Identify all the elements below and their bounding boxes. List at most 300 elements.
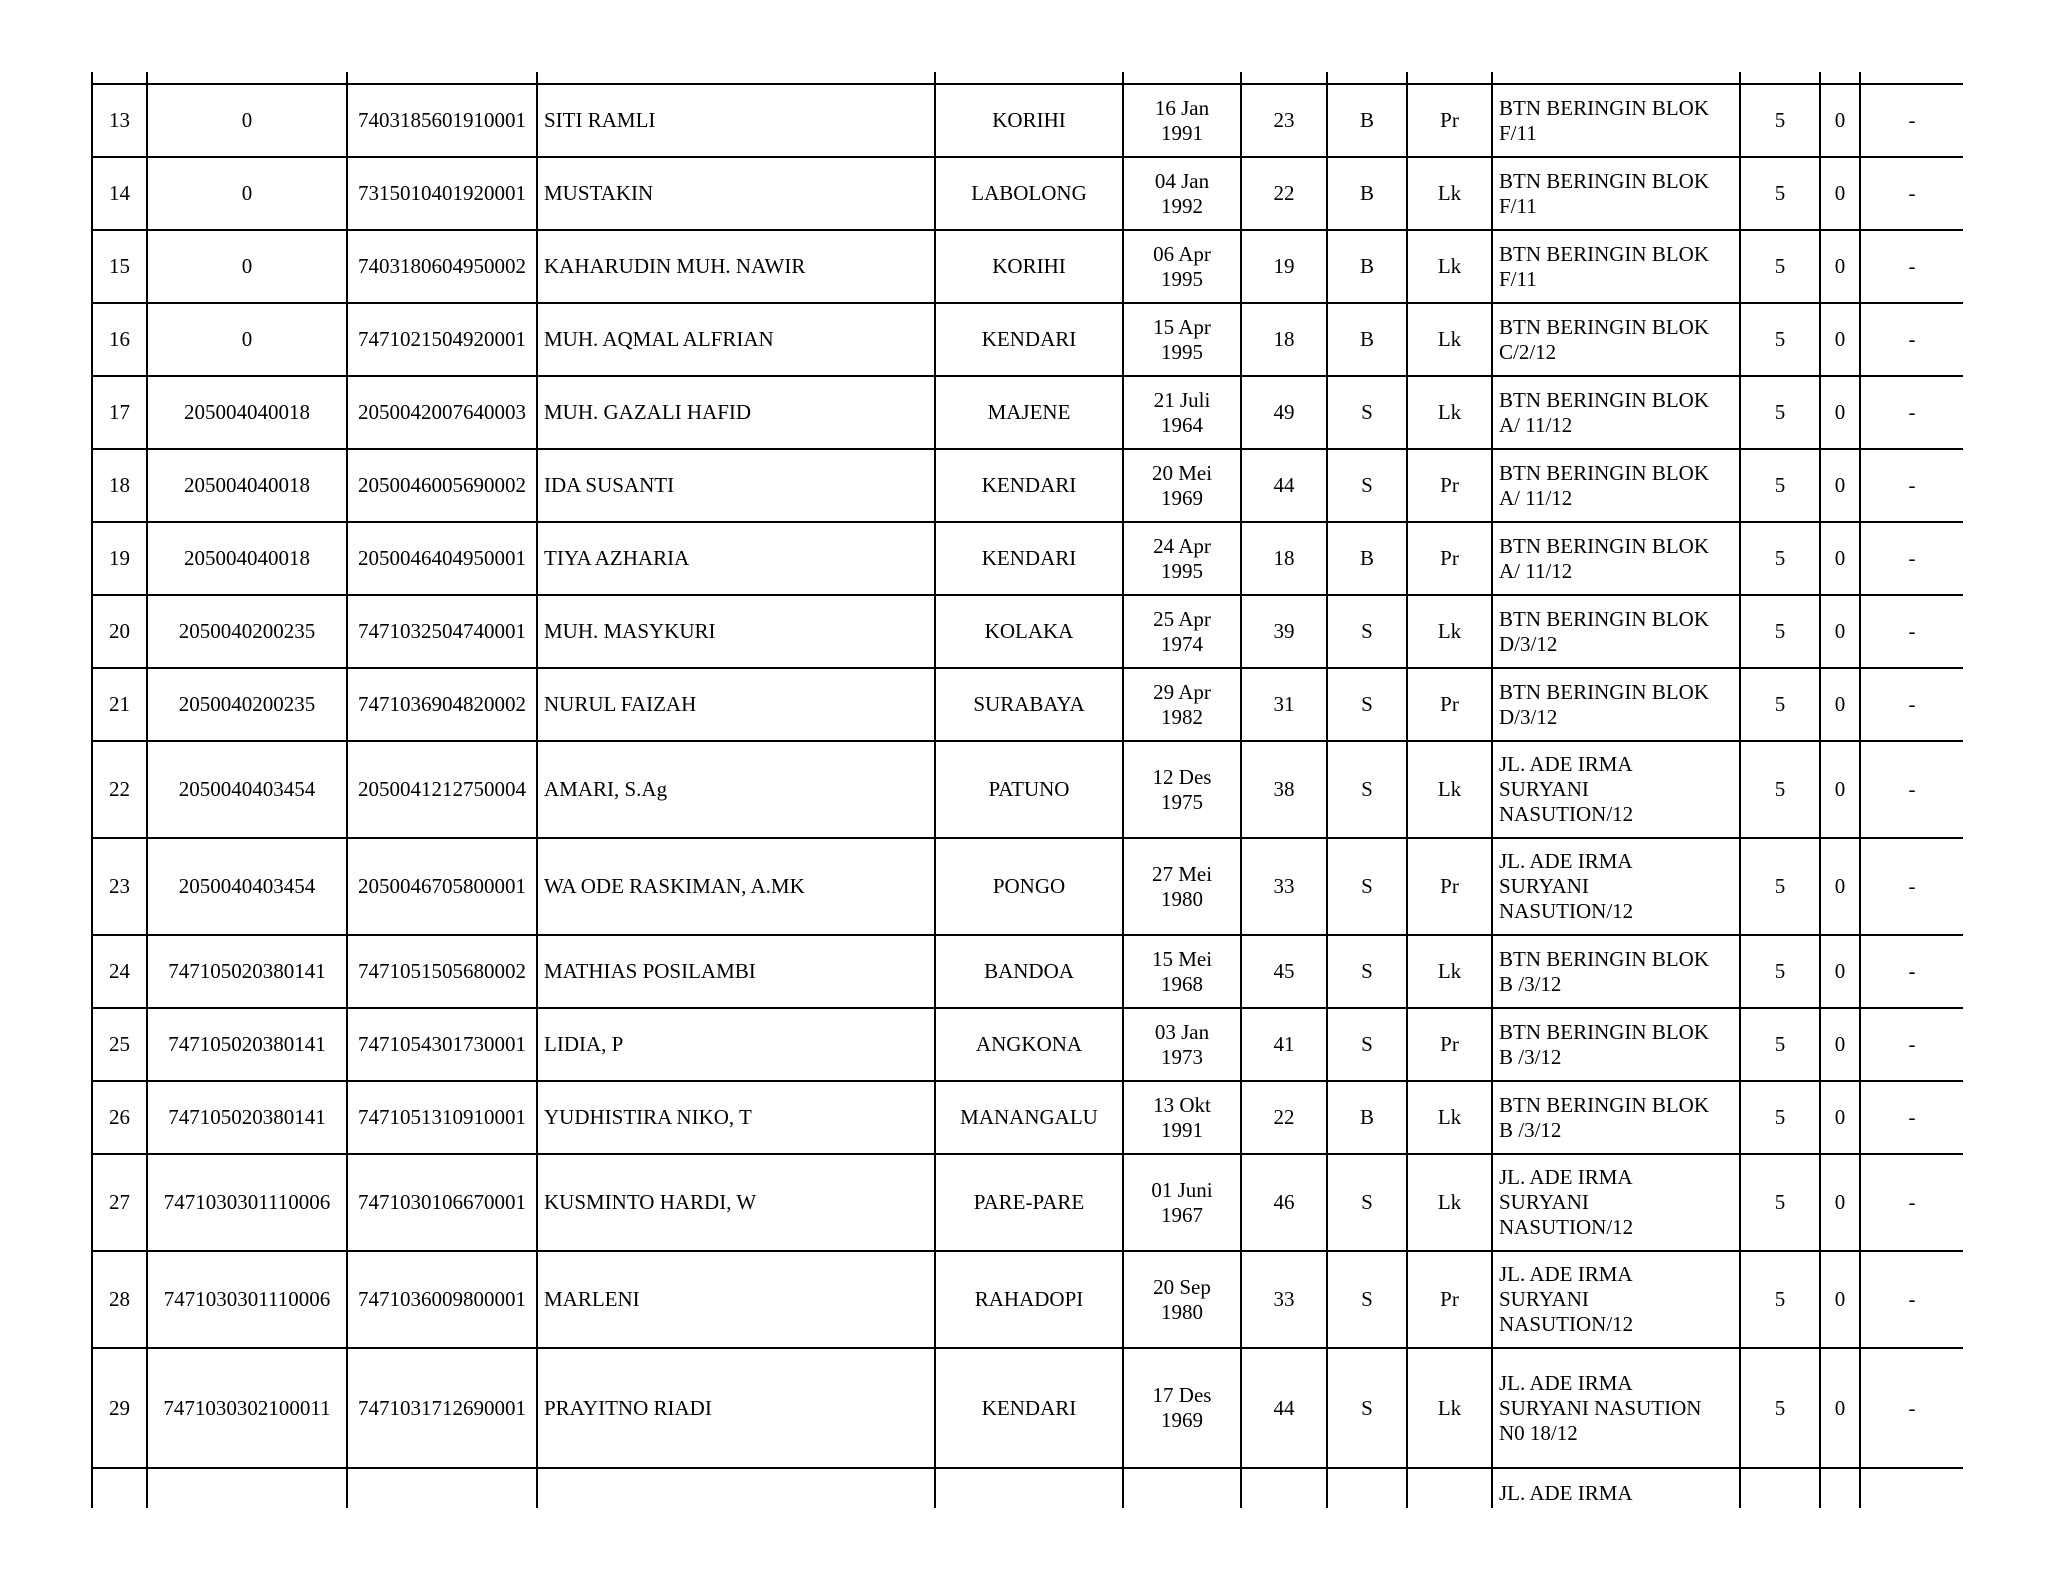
family-card-number-cell: 205004040018 — [147, 522, 347, 595]
empty-cell — [1123, 1468, 1241, 1508]
address-line: A/ 11/12 — [1499, 412, 1573, 437]
address-line: BTN BERINGIN BLOK — [1499, 1092, 1709, 1117]
birthdate-year: 1991 — [1161, 1117, 1203, 1142]
birthdate-day-month: 03 Jan — [1154, 1019, 1210, 1044]
birthdate-day-month: 15 Mei — [1151, 946, 1213, 971]
name-cell: KUSMINTO HARDI, W — [537, 1154, 935, 1251]
marital-status-cell: S — [1327, 376, 1407, 449]
address-line: B /3/12 — [1499, 971, 1562, 996]
remarks-cell: - — [1860, 668, 1963, 741]
birthdate-day-month: 16 Jan — [1154, 95, 1210, 120]
column-value-a-cell: 5 — [1740, 1154, 1820, 1251]
address-line: BTN BERINGIN BLOK — [1499, 1019, 1709, 1044]
birthdate-cell — [1123, 522, 1241, 595]
column-value-a-cell: 5 — [1740, 449, 1820, 522]
table-row — [92, 157, 1963, 230]
birthdate-cell — [1123, 668, 1241, 741]
age-cell: 18 — [1241, 303, 1327, 376]
table-row — [92, 1348, 1963, 1468]
nik-cell: 7403180604950002 — [347, 230, 537, 303]
empty-cell — [1407, 1468, 1492, 1508]
address-line: JL. ADE IRMA — [1499, 1262, 1633, 1286]
birthdate-year: 1995 — [1161, 339, 1203, 364]
column-value-b-cell: 0 — [1820, 741, 1860, 838]
birthdate-year: 1974 — [1161, 631, 1203, 656]
age-cell: 22 — [1241, 157, 1327, 230]
column-value-b-cell: 0 — [1820, 84, 1860, 157]
birthplace-cell: MAJENE — [935, 376, 1123, 449]
birthplace-cell: KORIHI — [935, 230, 1123, 303]
table-row — [92, 522, 1963, 595]
address-line: BTN BERINGIN BLOK — [1499, 168, 1709, 193]
birthdate-day-month: 17 Des — [1152, 1383, 1212, 1407]
row-number-cell: 28 — [92, 1251, 147, 1348]
marital-status-cell: B — [1327, 303, 1407, 376]
family-card-number-cell: 7471030302100011 — [147, 1348, 347, 1468]
empty-cell — [1820, 1468, 1860, 1508]
column-value-b-cell: 0 — [1820, 668, 1860, 741]
birthdate-year: 1992 — [1161, 193, 1203, 218]
birthdate-cell — [1123, 838, 1241, 935]
family-card-number-cell: 0 — [147, 303, 347, 376]
birthdate-year: 1969 — [1161, 1408, 1203, 1432]
birthplace-cell: KORIHI — [935, 84, 1123, 157]
address-cell — [1492, 157, 1740, 230]
column-value-b-cell: 0 — [1820, 230, 1860, 303]
family-card-number-cell: 7471030301110006 — [147, 1154, 347, 1251]
resident-register-table — [91, 72, 1963, 1508]
table-row — [92, 303, 1963, 376]
row-number-cell: 17 — [92, 376, 147, 449]
name-cell: WA ODE RASKIMAN, A.MK — [537, 838, 935, 935]
nik-cell: 2050046705800001 — [347, 838, 537, 935]
birthdate-day-month: 25 Apr — [1153, 606, 1211, 631]
nik-cell: 7403185601910001 — [347, 84, 537, 157]
column-value-a-cell: 5 — [1740, 522, 1820, 595]
column-value-b-cell: 0 — [1820, 303, 1860, 376]
age-cell: 33 — [1241, 1251, 1327, 1348]
remarks-cell: - — [1860, 838, 1963, 935]
remarks-cell: - — [1860, 1008, 1963, 1081]
marital-status-cell: B — [1327, 157, 1407, 230]
name-cell: KAHARUDIN MUH. NAWIR — [537, 230, 935, 303]
gender-cell: Pr — [1407, 522, 1492, 595]
address-cell — [1492, 522, 1740, 595]
marital-status-cell: S — [1327, 935, 1407, 1008]
birthdate-day-month: 01 Juni — [1151, 1177, 1213, 1202]
column-value-b-cell: 0 — [1820, 1081, 1860, 1154]
nik-cell: 7471032504740001 — [347, 595, 537, 668]
row-number-cell: 15 — [92, 230, 147, 303]
gender-cell: Lk — [1407, 376, 1492, 449]
birthplace-cell: PONGO — [935, 838, 1123, 935]
row-number-cell: 13 — [92, 84, 147, 157]
address-line: JL. ADE IRMA — [1499, 1370, 1633, 1395]
table-row — [92, 376, 1963, 449]
continued-header-stub — [92, 72, 1963, 84]
row-number-cell: 20 — [92, 595, 147, 668]
family-card-number-cell: 747105020380141 — [147, 1081, 347, 1154]
address-cell — [1492, 1348, 1740, 1468]
address-line: JL. ADE IRMA — [1499, 1481, 1633, 1505]
remarks-cell: - — [1860, 1251, 1963, 1348]
birthdate-year: 1964 — [1161, 412, 1203, 437]
address-cell — [1492, 1251, 1740, 1348]
empty-cell — [537, 1468, 935, 1508]
address-cell — [1492, 230, 1740, 303]
name-cell: MUH. AQMAL ALFRIAN — [537, 303, 935, 376]
table-row — [92, 230, 1963, 303]
birthdate-day-month: 27 Mei — [1151, 861, 1213, 886]
name-cell: IDA SUSANTI — [537, 449, 935, 522]
family-card-number-cell: 0 — [147, 157, 347, 230]
address-line: A/ 11/12 — [1499, 558, 1573, 583]
empty-cell — [1327, 1468, 1407, 1508]
column-value-a-cell: 5 — [1740, 1251, 1820, 1348]
table-row — [92, 84, 1963, 157]
column-value-b-cell: 0 — [1820, 838, 1860, 935]
age-cell: 46 — [1241, 1154, 1327, 1251]
birthplace-cell: PATUNO — [935, 741, 1123, 838]
empty-cell — [935, 1468, 1123, 1508]
birthdate-year: 1973 — [1161, 1044, 1203, 1069]
birthplace-cell: KOLAKA — [935, 595, 1123, 668]
age-cell: 49 — [1241, 376, 1327, 449]
table-body — [92, 72, 1963, 1508]
address-line: BTN BERINGIN BLOK — [1499, 387, 1709, 412]
row-number-cell: 24 — [92, 935, 147, 1008]
address-line: F/11 — [1499, 120, 1537, 145]
column-value-b-cell: 0 — [1820, 376, 1860, 449]
birthdate-day-month: 12 Des — [1152, 764, 1212, 789]
name-cell: MATHIAS POSILAMBI — [537, 935, 935, 1008]
birthplace-cell: KENDARI — [935, 449, 1123, 522]
family-card-number-cell: 747105020380141 — [147, 1008, 347, 1081]
age-cell: 22 — [1241, 1081, 1327, 1154]
family-card-number-cell: 205004040018 — [147, 449, 347, 522]
remarks-cell: - — [1860, 1348, 1963, 1468]
address-cell — [1492, 84, 1740, 157]
remarks-cell: - — [1860, 522, 1963, 595]
row-number-cell: 25 — [92, 1008, 147, 1081]
empty-cell — [347, 1468, 537, 1508]
family-card-number-cell: 2050040403454 — [147, 741, 347, 838]
remarks-cell: - — [1860, 741, 1963, 838]
remarks-cell: - — [1860, 303, 1963, 376]
address-line: B /3/12 — [1499, 1044, 1562, 1069]
table-row — [92, 1081, 1963, 1154]
address-line: SURYANI NASUTION — [1499, 1395, 1702, 1420]
column-value-a-cell: 5 — [1740, 230, 1820, 303]
birthdate-cell — [1123, 230, 1241, 303]
table-row — [92, 1251, 1963, 1348]
birthdate-cell — [1123, 1348, 1241, 1468]
table-row — [92, 595, 1963, 668]
birthdate-year: 1980 — [1161, 886, 1203, 911]
birthdate-cell — [1123, 303, 1241, 376]
partial-table-row — [92, 1468, 1963, 1508]
remarks-cell: - — [1860, 157, 1963, 230]
birthdate-year: 1969 — [1161, 485, 1203, 510]
address-line: F/11 — [1499, 266, 1537, 291]
birthdate-day-month: 06 Apr — [1153, 241, 1211, 266]
birthdate-cell — [1123, 84, 1241, 157]
birthdate-year: 1968 — [1161, 971, 1203, 996]
column-value-b-cell: 0 — [1820, 157, 1860, 230]
name-cell: MUH. MASYKURI — [537, 595, 935, 668]
marital-status-cell: B — [1327, 1081, 1407, 1154]
remarks-cell: - — [1860, 84, 1963, 157]
column-value-a-cell: 5 — [1740, 1081, 1820, 1154]
family-card-number-cell: 0 — [147, 84, 347, 157]
gender-cell: Lk — [1407, 741, 1492, 838]
address-line: SURYANI — [1499, 874, 1589, 898]
marital-status-cell: S — [1327, 838, 1407, 935]
name-cell: MUSTAKIN — [537, 157, 935, 230]
nik-cell: 7471031712690001 — [347, 1348, 537, 1468]
remarks-cell: - — [1860, 1081, 1963, 1154]
family-card-number-cell: 2050040200235 — [147, 668, 347, 741]
address-cell — [1492, 1081, 1740, 1154]
birthdate-year: 1975 — [1161, 789, 1203, 814]
address-line: BTN BERINGIN BLOK — [1499, 314, 1709, 339]
address-line: SURYANI — [1499, 1190, 1589, 1214]
column-value-b-cell: 0 — [1820, 1348, 1860, 1468]
column-value-b-cell: 0 — [1820, 935, 1860, 1008]
birthdate-year: 1995 — [1161, 558, 1203, 583]
column-value-b-cell: 0 — [1820, 1008, 1860, 1081]
remarks-cell: - — [1860, 230, 1963, 303]
gender-cell: Lk — [1407, 935, 1492, 1008]
birthdate-cell — [1123, 1154, 1241, 1251]
birthdate-day-month: 04 Jan — [1154, 168, 1210, 193]
remarks-cell: - — [1860, 1154, 1963, 1251]
nik-cell: 2050046404950001 — [347, 522, 537, 595]
nik-cell: 2050042007640003 — [347, 376, 537, 449]
address-line: B /3/12 — [1499, 1117, 1562, 1142]
marital-status-cell: B — [1327, 84, 1407, 157]
birthplace-cell: MANANGALU — [935, 1081, 1123, 1154]
address-cell — [1492, 838, 1740, 935]
birthdate-year: 1967 — [1161, 1202, 1203, 1227]
column-value-b-cell: 0 — [1820, 449, 1860, 522]
birthdate-cell — [1123, 595, 1241, 668]
address-line: JL. ADE IRMA — [1499, 752, 1633, 776]
gender-cell: Lk — [1407, 157, 1492, 230]
address-cell — [1492, 668, 1740, 741]
name-cell: MARLENI — [537, 1251, 935, 1348]
family-card-number-cell: 0 — [147, 230, 347, 303]
address-cell — [1492, 595, 1740, 668]
table-row — [92, 838, 1963, 935]
address-line: NASUTION/12 — [1499, 1215, 1634, 1239]
row-number-cell: 18 — [92, 449, 147, 522]
column-value-a-cell: 5 — [1740, 376, 1820, 449]
birthdate-day-month: 15 Apr — [1153, 314, 1211, 339]
address-line: SURYANI — [1499, 1287, 1589, 1311]
address-line: BTN BERINGIN BLOK — [1499, 946, 1709, 971]
nik-cell: 7315010401920001 — [347, 157, 537, 230]
marital-status-cell: S — [1327, 1154, 1407, 1251]
birthdate-day-month: 29 Apr — [1153, 679, 1211, 704]
column-value-a-cell: 5 — [1740, 84, 1820, 157]
family-card-number-cell: 2050040403454 — [147, 838, 347, 935]
birthdate-cell — [1123, 741, 1241, 838]
address-cell — [1492, 1468, 1740, 1508]
birthplace-cell: KENDARI — [935, 303, 1123, 376]
name-cell: MUH. GAZALI HAFID — [537, 376, 935, 449]
family-card-number-cell: 747105020380141 — [147, 935, 347, 1008]
address-cell — [1492, 1008, 1740, 1081]
marital-status-cell: B — [1327, 230, 1407, 303]
address-line: SURYANI — [1499, 777, 1589, 801]
gender-cell: Lk — [1407, 1154, 1492, 1251]
age-cell: 18 — [1241, 522, 1327, 595]
address-cell — [1492, 935, 1740, 1008]
marital-status-cell: S — [1327, 449, 1407, 522]
address-line: A/ 11/12 — [1499, 485, 1573, 510]
birthdate-cell — [1123, 157, 1241, 230]
nik-cell: 2050046005690002 — [347, 449, 537, 522]
birthdate-year: 1980 — [1161, 1299, 1203, 1324]
gender-cell: Pr — [1407, 449, 1492, 522]
name-cell: SITI RAMLI — [537, 84, 935, 157]
gender-cell: Pr — [1407, 838, 1492, 935]
column-value-a-cell: 5 — [1740, 668, 1820, 741]
gender-cell: Lk — [1407, 303, 1492, 376]
name-cell: AMARI, S.Ag — [537, 741, 935, 838]
address-cell — [1492, 376, 1740, 449]
empty-cell — [1860, 1468, 1963, 1508]
address-line: BTN BERINGIN BLOK — [1499, 460, 1709, 485]
column-value-a-cell: 5 — [1740, 1008, 1820, 1081]
row-number-cell: 26 — [92, 1081, 147, 1154]
table-row — [92, 935, 1963, 1008]
nik-cell: 7471051505680002 — [347, 935, 537, 1008]
age-cell: 23 — [1241, 84, 1327, 157]
name-cell: LIDIA, P — [537, 1008, 935, 1081]
address-line: NASUTION/12 — [1499, 802, 1634, 826]
column-value-a-cell: 5 — [1740, 303, 1820, 376]
age-cell: 44 — [1241, 449, 1327, 522]
birthplace-cell: RAHADOPI — [935, 1251, 1123, 1348]
column-value-b-cell: 0 — [1820, 595, 1860, 668]
name-cell: YUDHISTIRA NIKO, T — [537, 1081, 935, 1154]
row-number-cell: 14 — [92, 157, 147, 230]
birthdate-cell — [1123, 1008, 1241, 1081]
gender-cell: Lk — [1407, 230, 1492, 303]
nik-cell: 7471036009800001 — [347, 1251, 537, 1348]
birthdate-cell — [1123, 1251, 1241, 1348]
row-number-cell: 21 — [92, 668, 147, 741]
marital-status-cell: S — [1327, 741, 1407, 838]
nik-cell: 2050041212750004 — [347, 741, 537, 838]
birthdate-year: 1982 — [1161, 704, 1203, 729]
age-cell: 44 — [1241, 1348, 1327, 1468]
address-line: F/11 — [1499, 193, 1537, 218]
birthplace-cell: KENDARI — [935, 522, 1123, 595]
birthdate-year: 1995 — [1161, 266, 1203, 291]
birthplace-cell: LABOLONG — [935, 157, 1123, 230]
birthdate-day-month: 20 Mei — [1151, 460, 1213, 485]
remarks-cell: - — [1860, 376, 1963, 449]
row-number-cell: 22 — [92, 741, 147, 838]
family-card-number-cell: 7471030301110006 — [147, 1251, 347, 1348]
birthdate-day-month: 21 Juli — [1153, 387, 1211, 412]
address-line: NASUTION/12 — [1499, 1312, 1634, 1336]
empty-cell — [92, 1468, 147, 1508]
marital-status-cell: S — [1327, 1348, 1407, 1468]
address-line: BTN BERINGIN BLOK — [1499, 533, 1709, 558]
gender-cell: Pr — [1407, 1008, 1492, 1081]
table-row — [92, 668, 1963, 741]
empty-cell — [147, 1468, 347, 1508]
gender-cell: Lk — [1407, 595, 1492, 668]
row-number-cell: 16 — [92, 303, 147, 376]
address-line: N0 18/12 — [1499, 1420, 1578, 1445]
gender-cell: Pr — [1407, 668, 1492, 741]
age-cell: 38 — [1241, 741, 1327, 838]
nik-cell: 7471030106670001 — [347, 1154, 537, 1251]
birthdate-day-month: 20 Sep — [1153, 1274, 1211, 1299]
family-card-number-cell: 205004040018 — [147, 376, 347, 449]
age-cell: 41 — [1241, 1008, 1327, 1081]
name-cell: NURUL FAIZAH — [537, 668, 935, 741]
address-cell — [1492, 303, 1740, 376]
age-cell: 33 — [1241, 838, 1327, 935]
empty-cell — [1740, 1468, 1820, 1508]
address-line: NASUTION/12 — [1499, 899, 1634, 923]
birthdate-cell — [1123, 935, 1241, 1008]
table-row — [92, 741, 1963, 838]
address-line: BTN BERINGIN BLOK — [1499, 679, 1709, 704]
birthdate-day-month: 24 Apr — [1153, 533, 1211, 558]
gender-cell: Lk — [1407, 1348, 1492, 1468]
gender-cell: Lk — [1407, 1081, 1492, 1154]
age-cell: 31 — [1241, 668, 1327, 741]
address-line: BTN BERINGIN BLOK — [1499, 241, 1709, 266]
row-number-cell: 27 — [92, 1154, 147, 1251]
address-line: JL. ADE IRMA — [1499, 1165, 1633, 1189]
address-line: JL. ADE IRMA — [1499, 849, 1633, 873]
column-value-a-cell: 5 — [1740, 741, 1820, 838]
row-number-cell: 19 — [92, 522, 147, 595]
address-line: C/2/12 — [1499, 339, 1557, 364]
table-row — [92, 449, 1963, 522]
document-sheet — [91, 72, 1963, 1508]
birthdate-cell — [1123, 1081, 1241, 1154]
nik-cell: 7471051310910001 — [347, 1081, 537, 1154]
row-number-cell: 23 — [92, 838, 147, 935]
table-row — [92, 1154, 1963, 1251]
birthdate-day-month: 13 Okt — [1153, 1092, 1211, 1117]
birthplace-cell: KENDARI — [935, 1348, 1123, 1468]
address-cell — [1492, 449, 1740, 522]
column-value-b-cell: 0 — [1820, 1154, 1860, 1251]
marital-status-cell: B — [1327, 522, 1407, 595]
nik-cell: 7471021504920001 — [347, 303, 537, 376]
nik-cell: 7471036904820002 — [347, 668, 537, 741]
address-cell — [1492, 741, 1740, 838]
birthplace-cell: PARE-PARE — [935, 1154, 1123, 1251]
column-value-a-cell: 5 — [1740, 935, 1820, 1008]
gender-cell: Pr — [1407, 1251, 1492, 1348]
birthplace-cell: SURABAYA — [935, 668, 1123, 741]
table-row — [92, 1008, 1963, 1081]
birthplace-cell: ANGKONA — [935, 1008, 1123, 1081]
marital-status-cell: S — [1327, 668, 1407, 741]
nik-cell: 7471054301730001 — [347, 1008, 537, 1081]
